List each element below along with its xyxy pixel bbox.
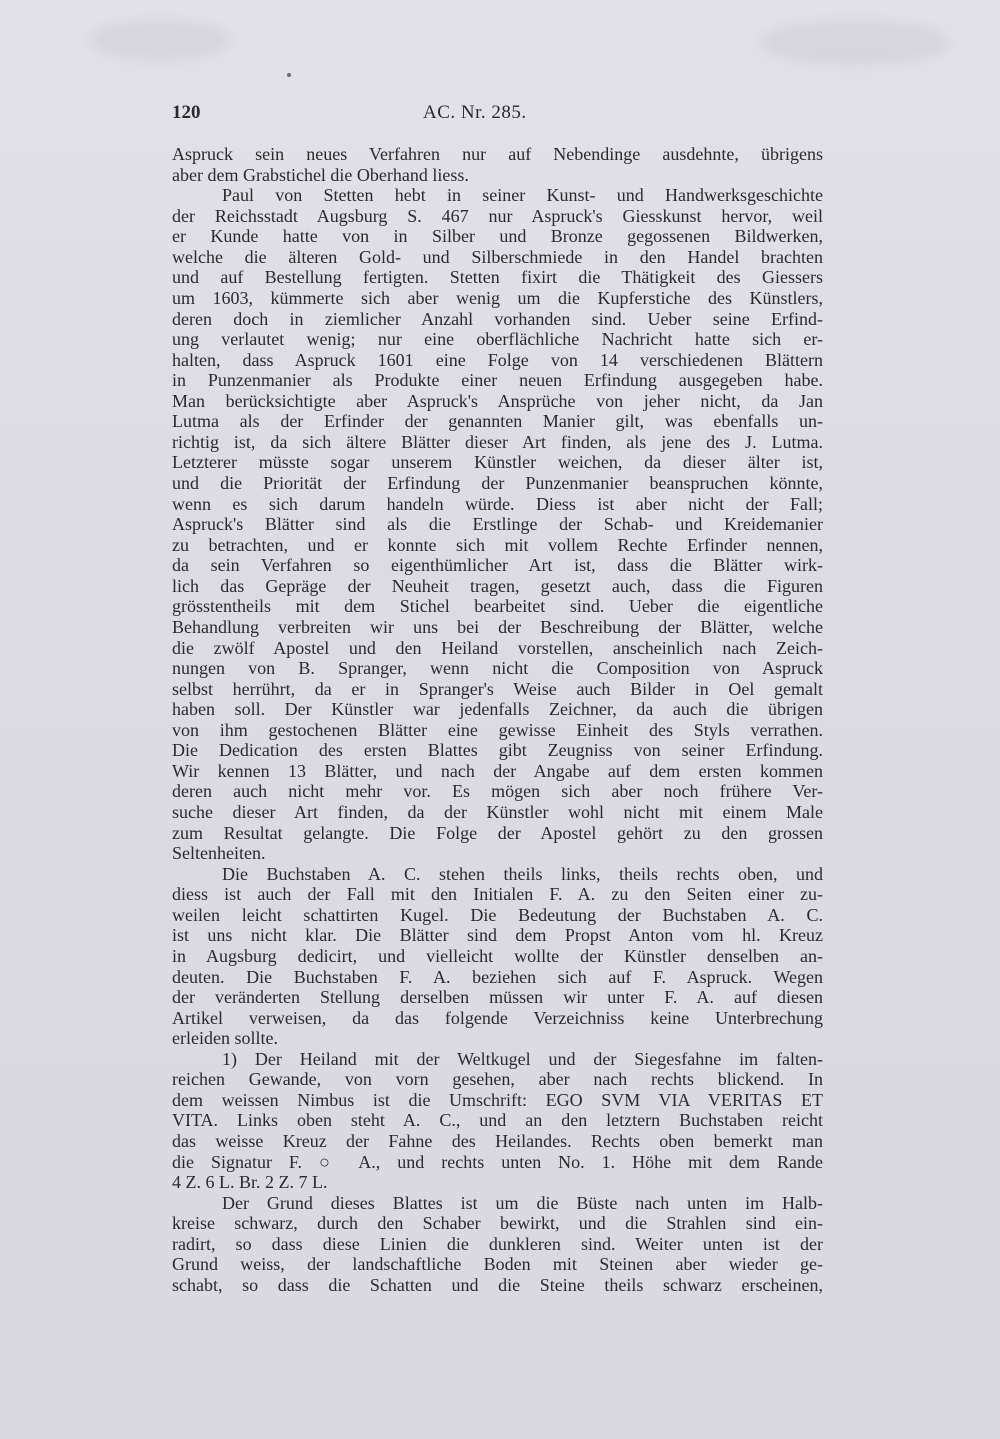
text-line: Letzterer müsste sogar unserem Künstler weichen, da dieser älter ist, bbox=[172, 452, 823, 473]
scan-speck bbox=[287, 73, 291, 77]
text-line: um 1603, kümmerte sich aber wenig um die Kupferstiche des Künstlers, bbox=[172, 287, 823, 308]
text-line: reichen Gewande, von vorn gesehen, aber nach rechts blickend. In bbox=[172, 1069, 823, 1090]
text-line: richtig ist, da sich ältere Blätter dieser Art finden, als jene des J. Lutma. bbox=[172, 431, 823, 452]
text-line: die Signatur F. ○ A., und rechts unten No. 1. Höhe mit dem Rande bbox=[172, 1151, 823, 1172]
text-line: der veränderten Stellung derselben müssen wir unter F. A. auf diesen bbox=[172, 987, 823, 1008]
text-line: haben soll. Der Künstler war jedenfalls Zeichner, da auch die übrigen bbox=[172, 699, 823, 720]
body-text bbox=[172, 144, 823, 1296]
text-line: welche die älteren Gold- und Silberschmiede in den Handel brachten bbox=[172, 246, 823, 267]
text-line: Die Buchstaben A. C. stehen theils links, theils rechts oben, und bbox=[222, 863, 823, 884]
text-line: kreise schwarz, durch den Schaber bewirkt, und die Strahlen sind ein- bbox=[172, 1213, 823, 1234]
text-line: und die Priorität der Erfindung der Punzenmanier beanspruchen könnte, bbox=[172, 473, 823, 493]
page-header bbox=[172, 102, 822, 128]
text-line: von ihm gestochenen Blätter eine gewisse Einheit des Styls verrathen. bbox=[172, 719, 823, 740]
text-line: deren auch nicht mehr vor. Es mögen sich aber noch frühere Ver- bbox=[172, 781, 823, 802]
text-line: das weisse Kreuz der Fahne des Heilandes. Rechts oben bemerkt man bbox=[172, 1131, 823, 1151]
text-line: erleiden sollte. bbox=[172, 1028, 278, 1049]
text-line: Paul von Stetten hebt in seiner Kunst- und Handwerksgeschichte bbox=[222, 185, 823, 206]
text-line: ung verlautet wenig; nur eine oberflächliche Nachricht hatte sich er- bbox=[172, 329, 823, 350]
text-line: grösstentheils mit dem Stichel bearbeitet sind. Ueber die eigentliche bbox=[172, 596, 823, 617]
text-line: Die Dedication des ersten Blattes gibt Zeugniss von seiner Erfindung. bbox=[172, 740, 823, 761]
text-line: Seltenheiten. bbox=[172, 843, 266, 864]
text-line: in Punzenmanier als Produkte einer neuen Erfindung ausgegeben habe. bbox=[172, 370, 823, 391]
text-line: der Reichsstadt Augsburg S. 467 nur Aspruck's Giesskunst hervor, weil bbox=[172, 205, 823, 226]
text-line: dem weissen Nimbus ist die Umschrift: EGO SVM VIA VERITAS ET bbox=[172, 1089, 823, 1110]
text-line: weilen leicht schattirten Kugel. Die Bedeutung der Buchstaben A. C. bbox=[172, 904, 823, 925]
text-line: Aspruck sein neues Verfahren nur auf Nebendinge ausdehnte, übrigens bbox=[172, 144, 823, 164]
text-line: die zwölf Apostel und den Heiland vorstellen, anscheinlich nach Zeich- bbox=[172, 637, 823, 658]
text-line: da sein Verfahren so eigenthümlicher Art ist, dass die Blätter wirk- bbox=[172, 555, 823, 576]
page-number: 120 bbox=[172, 102, 201, 123]
text-line: Lutma als der Erfinder der genannten Manier gilt, was ebenfalls un- bbox=[172, 411, 823, 432]
text-line: 4 Z. 6 L. Br. 2 Z. 7 L. bbox=[172, 1172, 328, 1193]
text-line: halten, dass Aspruck 1601 eine Folge von 14 verschiedenen Blättern bbox=[172, 349, 823, 370]
text-line: zum Resultat gelangte. Die Folge der Apostel gehört zu den grossen bbox=[172, 822, 823, 843]
text-line: Man berücksichtigte aber Aspruck's Ansprüche von jeher nicht, da Jan bbox=[172, 390, 823, 411]
text-line: diess ist auch der Fall mit den Initialen F. A. zu den Seiten einer zu- bbox=[172, 884, 823, 905]
scan-smudge bbox=[760, 20, 950, 65]
text-line: und auf Bestellung fertigten. Stetten fixirt die Thätigkeit des Giessers bbox=[172, 267, 823, 288]
text-line: Grund weiss, der landschaftliche Boden mit Steinen aber wieder ge- bbox=[172, 1254, 823, 1275]
text-line: selbst herrührt, da er in Spranger's Weise auch Bilder in Oel gemalt bbox=[172, 678, 823, 699]
text-line: Artikel verweisen, da das folgende Verzeichniss keine Unterbrechung bbox=[172, 1007, 823, 1028]
text-line: VITA. Links oben steht A. C., und an den letztern Buchstaben reicht bbox=[172, 1110, 823, 1131]
text-line: 1) Der Heiland mit der Weltkugel und der Siegesfahne im falten- bbox=[222, 1048, 823, 1069]
text-line: schabt, so dass die Schatten und die Steine theils schwarz erscheinen, bbox=[172, 1274, 823, 1295]
text-line: in Augsburg dedicirt, und vielleicht wollte der Künstler denselben an- bbox=[172, 945, 823, 966]
text-line: Aspruck's Blätter sind als die Erstlinge der Schab- und Kreidemanier bbox=[172, 514, 823, 535]
text-line: aber dem Grabstichel die Oberhand liess. bbox=[172, 164, 469, 185]
text-line: radirt, so dass diese Linien die dunkleren sind. Weiter unten ist der bbox=[172, 1233, 823, 1254]
text-line: zu betrachten, und er konnte sich mit vollem Rechte Erfinder nennen, bbox=[172, 534, 823, 555]
text-line: ist uns nicht klar. Die Blätter sind dem Propst Anton vom hl. Kreuz bbox=[172, 925, 823, 946]
text-line: er Kunde hatte von in Silber und Bronze gegossenen Bildwerken, bbox=[172, 226, 823, 247]
text-line: Der Grund dieses Blattes ist um die Büste nach unten im Halb- bbox=[222, 1192, 823, 1213]
running-title: AC. Nr. 285. bbox=[423, 102, 527, 123]
text-line: wenn es sich darum handeln würde. Diess ist aber nicht der Fall; bbox=[172, 493, 823, 514]
text-line: lich das Gepräge der Neuheit tragen, gesetzt auch, dass die Figuren bbox=[172, 575, 823, 596]
text-line: nungen von B. Spranger, wenn nicht die Composition von Aspruck bbox=[172, 658, 823, 679]
text-line: Wir kennen 13 Blätter, und nach der Angabe auf dem ersten kommen bbox=[172, 760, 823, 781]
text-line: Behandlung verbreiten wir uns bei der Beschreibung der Blätter, welche bbox=[172, 616, 823, 637]
text-line: suche dieser Art finden, da der Künstler wohl nicht mit einem Male bbox=[172, 802, 823, 822]
text-line: deren doch in ziemlicher Anzahl vorhanden sind. Ueber seine Erfind- bbox=[172, 308, 823, 329]
text-line: deuten. Die Buchstaben F. A. beziehen sich auf F. Aspruck. Wegen bbox=[172, 966, 823, 987]
scan-smudge bbox=[90, 20, 230, 60]
